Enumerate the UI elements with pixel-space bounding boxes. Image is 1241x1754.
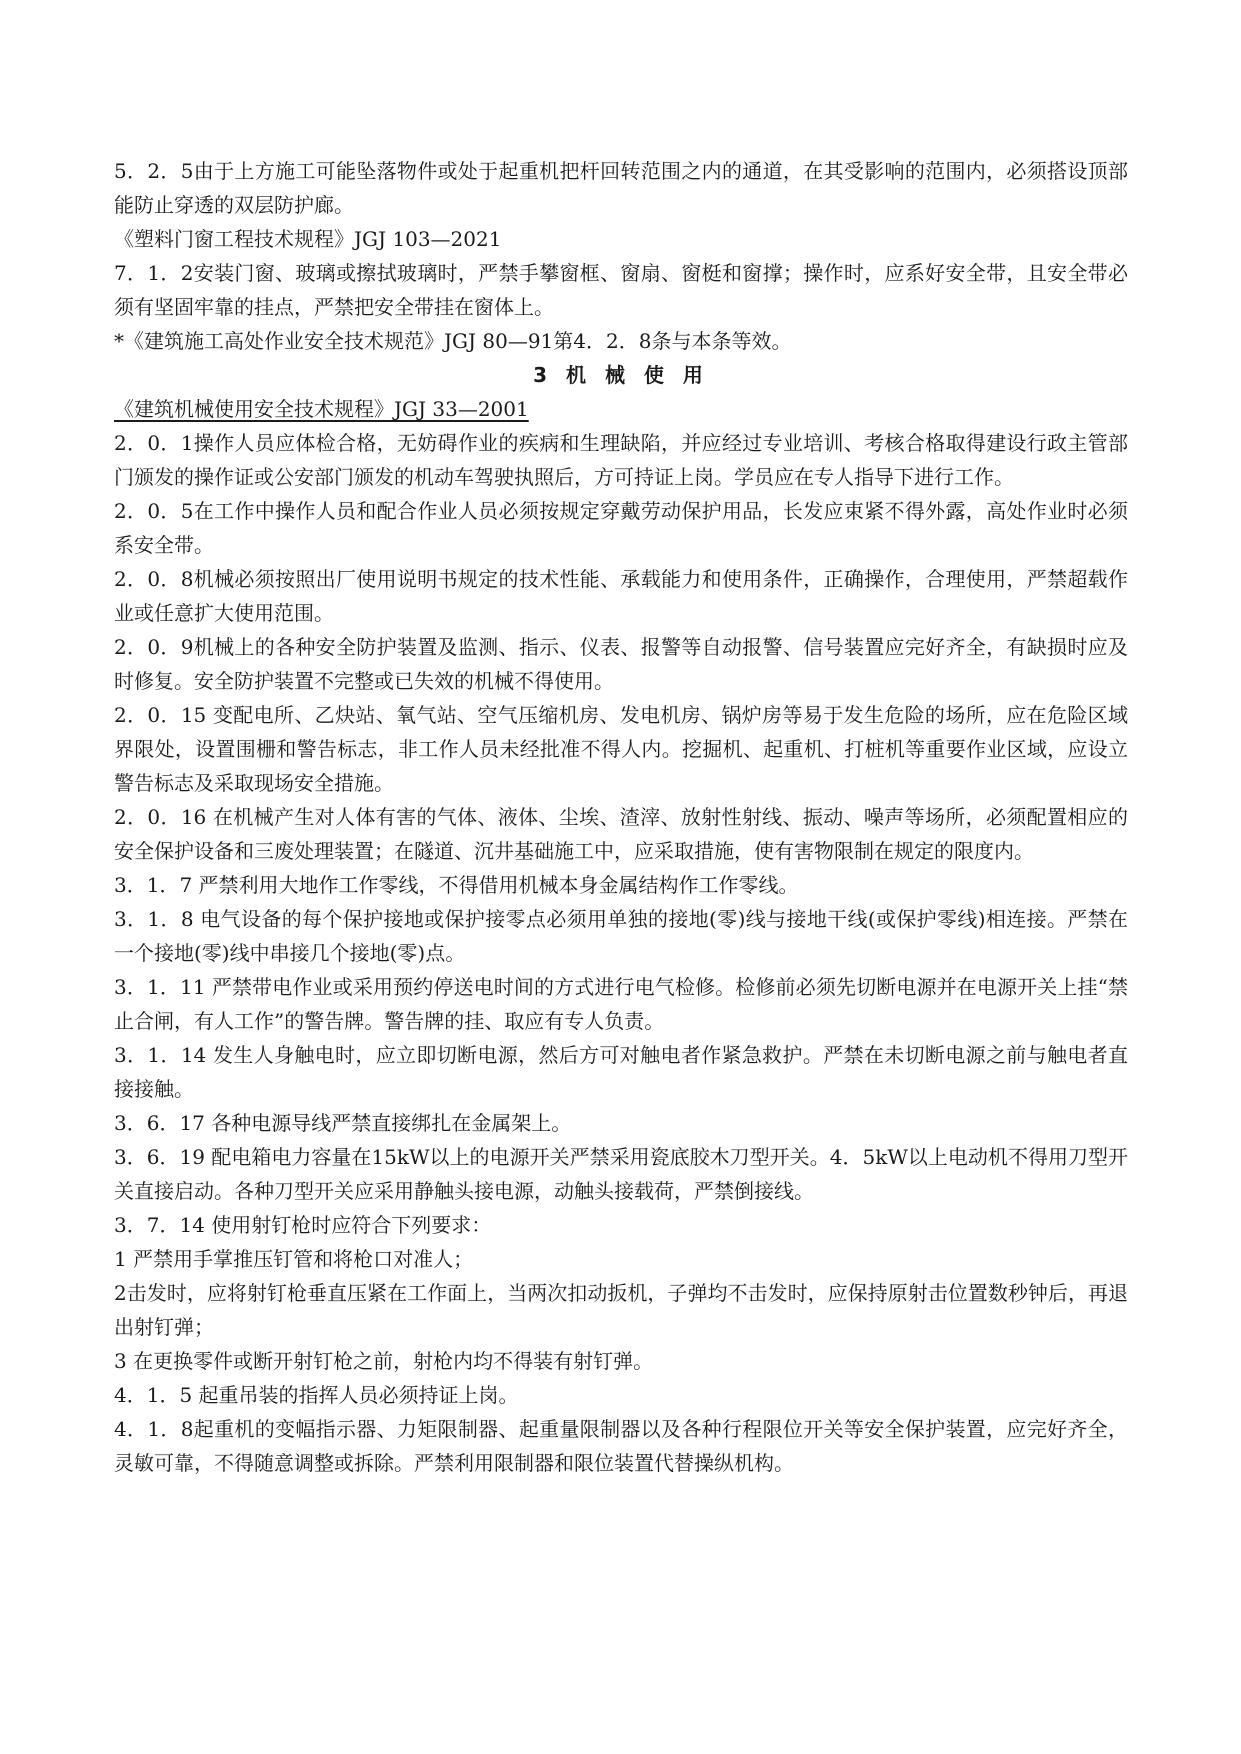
paragraph: 7．1．2安装门窗、玻璃或擦拭玻璃时，严禁手攀窗框、窗扇、窗梃和窗撑；操作时，应系好安全带，且安全带必须有坚固牢靠的挂点，严禁把安全带挂在窗体上。 (114, 261, 1128, 319)
paragraph: 1 严禁用手掌推压钉管和将枪口对准人； (114, 1247, 474, 1271)
paragraph: 2．0．9机械上的各种安全防护装置及监测、指示、仪表、报警等自动报警、信号装置应完好齐全，有缺损时应及时修复。安全防护装置不完整或已失效的机械不得使用。 (114, 635, 1128, 693)
paragraph: 3．1．7 严禁利用大地作工作零线，不得借用机械本身金属结构作工作零线。 (114, 873, 799, 897)
paragraph: 2．0．16 在机械产生对人体有害的气体、液体、尘埃、渣滓、放射性射线、振动、噪声等场所，必须配置相应的安全保护设备和三废处理装置；在隧道、沉井基础施工中，应采取措施，使有害物限制在规定的限度内。 (114, 805, 1128, 863)
paragraph: 2击发时，应将射钉枪垂直压紧在工作面上，当两次扣动扳机，子弹均不击发时，应保持原射击位置数秒钟后，再退出射钉弹； (114, 1281, 1128, 1339)
paragraph: 3．1．11 严禁带电作业或采用预约停送电时间的方式进行电气检修。检修前必须先切断电源并在电源开关上挂“禁止合闸，有人工作”的警告牌。警告牌的挂、取应有专人负责。 (114, 975, 1128, 1033)
paragraph: 4．1．8起重机的变幅指示器、力矩限制器、起重量限制器以及各种行程限位开关等安全保护装置，应完好齐全，灵敏可靠，不得随意调整或拆除。严禁利用限制器和限位装置代替操纵机构。 (114, 1417, 1128, 1475)
paragraph: 3．6．17 各种电源导线严禁直接绑扎在金属架上。 (114, 1111, 572, 1135)
paragraph: 3．1．8 电气设备的每个保护接地或保护接零点必须用单独的接地(零)线与接地干线(或保护零线)相连接。严禁在一个接地(零)线中串接几个接地(零)点。 (114, 907, 1128, 965)
paragraph: 2．0．5在工作中操作人员和配合作业人员必须按规定穿戴劳动保护用品，长发应束紧不得外露，高处作业时必须系安全带。 (114, 499, 1128, 557)
paragraph: 2．0．8机械必须按照出厂使用说明书规定的技术性能、承载能力和使用条件，正确操作，合理使用，严禁超载作业或任意扩大使用范围。 (114, 567, 1128, 625)
paragraph: 2．0．1操作人员应体检合格，无妨碍作业的疾病和生理缺陷，并应经过专业培训、考核合格取得建设行政主管部门颁发的操作证或公安部门颁发的机动车驾驶执照后，方可持证上岗。学员应在专人指导下进行工作。 (114, 431, 1128, 489)
standard-title-line (114, 392, 1128, 426)
paragraph: 3．7．14 使用射钉枪时应符合下列要求： (114, 1213, 492, 1237)
standard-title: 《建筑机械使用安全技术规程》JGJ 33—2001 (114, 397, 529, 421)
paragraph: 3．1．14 发生人身触电时，应立即切断电源，然后方可对触电者作紧急救护。严禁在未切断电源之前与触电者直接接触。 (114, 1043, 1128, 1101)
paragraph: 5．2．5由于上方施工可能坠落物件或处于起重机把杆回转范围之内的通道，在其受影响的范围内，必须搭设顶部能防止穿透的双层防护廊。 (114, 159, 1128, 217)
paragraph: 3 在更换零件或断开射钉枪之前，射枪内均不得装有射钉弹。 (114, 1349, 654, 1373)
document-body (114, 154, 1128, 1480)
paragraph: 2．0．15 变配电所、乙炔站、氧气站、空气压缩机房、发电机房、锅炉房等易于发生危险的场所，应在危险区域界限处，设置围栅和警告标志，非工作人员未经批准不得人内。挖掘机、起重机、打桩机等重要作业区域，应设立警告标志及采取现场安全措施。 (114, 703, 1128, 795)
paragraph: 4．1．5 起重吊装的指挥人员必须持证上岗。 (114, 1383, 519, 1407)
paragraph: 3．6．19 配电箱电力容量在15kW以上的电源开关严禁采用瓷底胶木刀型开关。4．5kW以上电动机不得用刀型开关直接启动。各种刀型开关应采用静触头接电源，动触头接载荷，严禁倒接线。 (114, 1145, 1128, 1203)
section-heading: 3 机 械 使 用 (533, 363, 709, 387)
paragraph: *《建筑施工高处作业安全技术规范》JGJ 80—91第4．2．8条与本条等效。 (114, 329, 792, 353)
paragraph: 《塑料门窗工程技术规程》JGJ 103—2021 (114, 227, 502, 251)
